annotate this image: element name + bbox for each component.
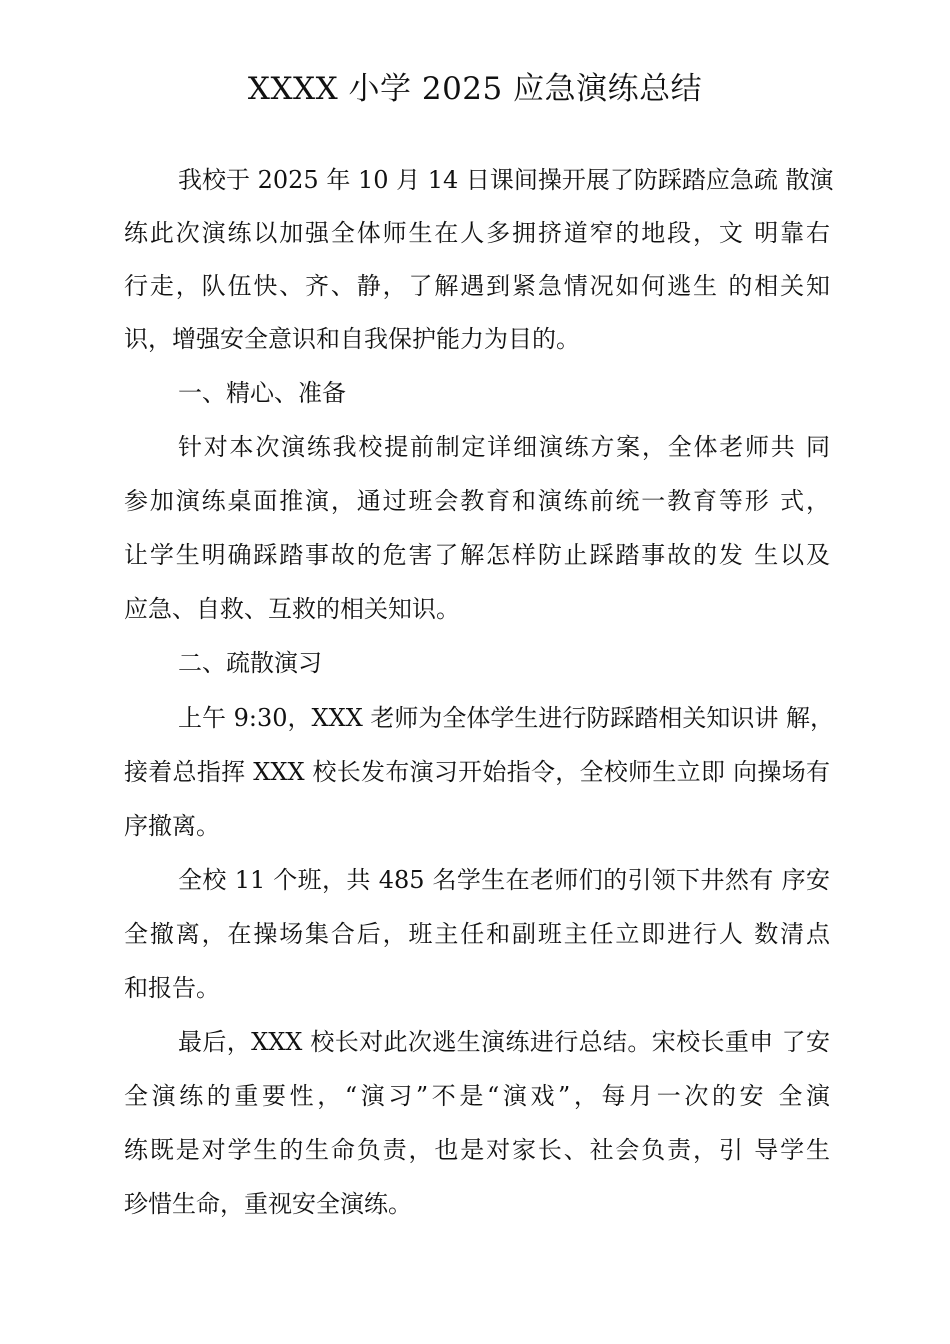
paragraph-line: 全演练的重要性，“演习”不是“演戏”，每月一次的安 全演 [124, 1082, 830, 1110]
paragraph-line: 接着总指挥 XXX 校长发布演习开始指令，全校师生立即 向操场有 [124, 758, 830, 786]
paragraph-line: 练既是对学生的生命负责，也是对家长、社会负责，引 导学生 [124, 1136, 830, 1164]
section-heading: 二、疏散演习 [178, 649, 322, 677]
paragraph-line: 珍惜生命，重视安全演练。 [124, 1190, 412, 1218]
paragraph-line: 应急、自救、互救的相关知识。 [124, 595, 460, 623]
paragraph-line: 序撤离。 [124, 812, 220, 840]
paragraph-line: 参加演练桌面推演，通过班会教育和演练前统一教育等形 式， [124, 487, 830, 515]
paragraph-line: 练此次演练以加强全体师生在人多拥挤道窄的地段，文 明靠右 [124, 219, 830, 247]
paragraph-line: 让学生明确踩踏事故的危害了解怎样防止踩踏事故的发 生以及 [124, 541, 830, 569]
paragraph-line: 识，增强安全意识和自我保护能力为目的。 [124, 325, 580, 353]
paragraph-line: 最后，XXX 校长对此次逃生演练进行总结。宋校长重申 了安 [178, 1028, 830, 1056]
paragraph-line: 上午 9:30，XXX 老师为全体学生进行防踩踏相关知识讲 解， [178, 704, 835, 732]
paragraph-line: 全撤离，在操场集合后，班主任和副班主任立即进行人 数清点 [124, 920, 830, 948]
paragraph-line: 和报告。 [124, 974, 220, 1002]
document-title: XXXX 小学 2025 应急演练总结 [247, 71, 703, 107]
paragraph-line: 全校 11 个班，共 485 名学生在老师们的引领下井然有 序安 [178, 866, 830, 894]
paragraph-line: 行走，队伍快、齐、静，了解遇到紧急情况如何逃生 的相关知 [124, 272, 830, 300]
section-heading: 一、精心、准备 [178, 379, 346, 407]
paragraph-line: 我校于 2025 年 10 月 14 日课间操开展了防踩踏应急疏 散演 [178, 166, 834, 194]
paragraph-line: 针对本次演练我校提前制定详细演练方案，全体老师共 同 [178, 433, 830, 461]
